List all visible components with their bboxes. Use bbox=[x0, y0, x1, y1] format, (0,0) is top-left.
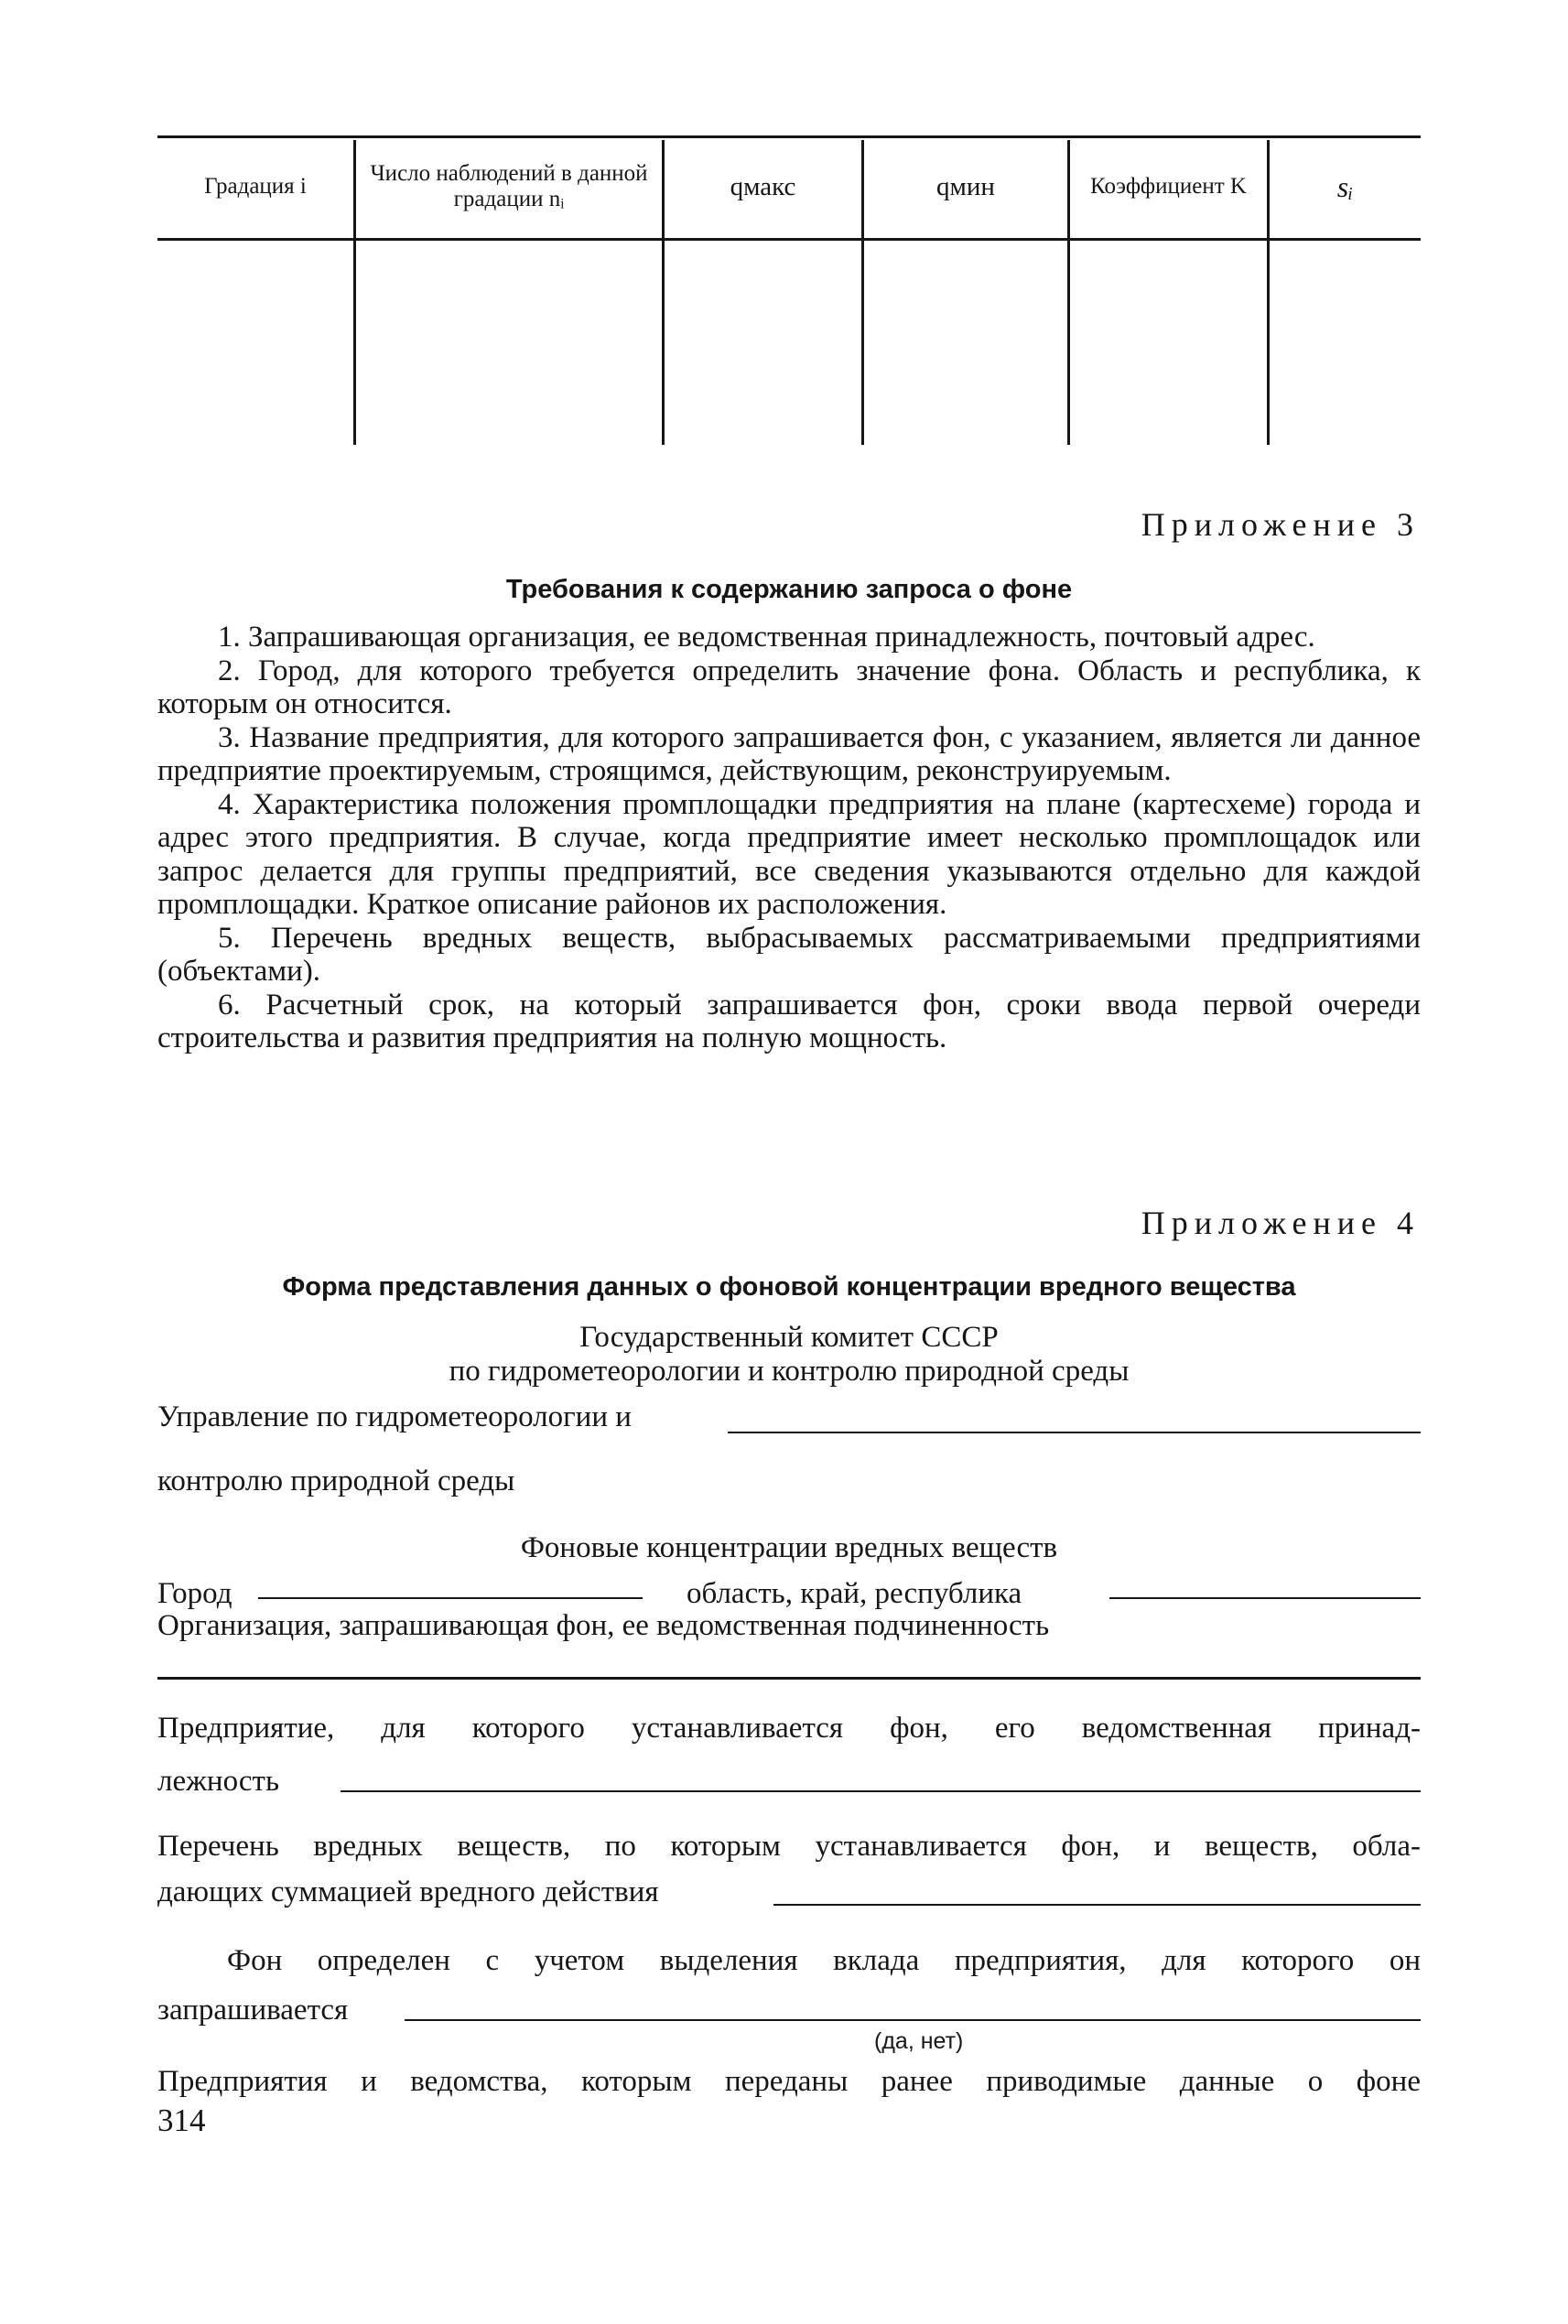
enterprise-label-1: Предприятие, для которого устанавливается фон, его ведомственная принад- bbox=[157, 1712, 1421, 1745]
enterprise-field-line[interactable] bbox=[341, 1790, 1421, 1792]
appendix3-list bbox=[157, 621, 1421, 1055]
enterprise-label-2: лежность bbox=[157, 1765, 280, 1798]
table-header-rule bbox=[157, 238, 1421, 241]
appendix4-title: Форма представления данных о фоновой концентрации вредного вещества bbox=[282, 1272, 1296, 1302]
table-header-qmax: qмакс bbox=[730, 172, 796, 201]
table-header-s: sᵢ bbox=[1336, 170, 1354, 203]
substances-label-1: Перечень вредных веществ, по которым устанавливается фон, и веществ, обла- bbox=[157, 1830, 1421, 1863]
list-item: 1. Запрашивающая организация, ее ведомственная принадлежность, почтовый адрес. bbox=[218, 621, 1315, 654]
transferred-label: Предприятия и ведомства, которым переданы ранее приводимые данные о фоне bbox=[157, 2065, 1421, 2098]
org-line-2: по гидрометеорологии и контролю природной среды bbox=[449, 1355, 1130, 1388]
organization-field-line[interactable] bbox=[157, 1677, 1421, 1680]
background-label-2: запрашивается bbox=[157, 1994, 349, 2027]
form-subtitle: Фоновые концентрации вредных веществ bbox=[520, 1531, 1058, 1564]
appendix4-label: Приложение 4 bbox=[1141, 1205, 1420, 1241]
substances-field-line[interactable] bbox=[773, 1904, 1421, 1906]
table-header-qmin: qмин bbox=[936, 172, 995, 201]
gradation-table bbox=[157, 135, 1421, 447]
background-label-1: Фон определен с учетом выделения вклада предприятия, для которого он bbox=[227, 1944, 1421, 1977]
page-number: 314 bbox=[157, 2102, 206, 2138]
appendix3-title: Требования к содержанию запроса о фоне bbox=[505, 575, 1073, 604]
substances-label-2: дающих суммацией вредного действия bbox=[157, 1875, 659, 1908]
city-field-line[interactable] bbox=[258, 1597, 643, 1599]
list-item: 4. Характеристика положения промплощадки предприятия на плане (картесхеме) города и адрес этого предприятия. В случае, когда предприятие имеет несколько промплощадок или запрос делается для группы предприятий, все сведения указываются отдельно для каждой промплощадки. Краткое описание районов их расположения. bbox=[157, 787, 1421, 921]
management-cont-label: контролю природной среды bbox=[157, 1465, 515, 1497]
list-item: 6. Расчетный срок, на который запрашивается фон, сроки ввода первой очереди строительства и развития предприятия на полную мощность. bbox=[157, 988, 1421, 1054]
yes-no-hint: (да, нет) bbox=[874, 2028, 964, 2054]
background-field-line[interactable] bbox=[405, 2019, 1421, 2021]
appendix3-label: Приложение 3 bbox=[1141, 506, 1420, 543]
org-line-1: Государственный комитет СССР bbox=[579, 1321, 999, 1354]
organization-label: Организация, запрашивающая фон, ее ведомственная подчиненность bbox=[157, 1609, 1050, 1642]
table-header-gradation: Градация i bbox=[204, 174, 307, 199]
list-item: 5. Перечень вредных веществ, выбрасываемых рассматриваемыми предприятиями (объектами). bbox=[157, 921, 1421, 988]
table-header-count: Число наблюдений в данной градации nᵢ bbox=[370, 161, 648, 211]
region-label: область, край, республика bbox=[687, 1577, 1022, 1610]
management-field-line[interactable] bbox=[728, 1432, 1421, 1433]
table-header-coefficient: Коэффициент K bbox=[1090, 174, 1247, 199]
city-label: Город bbox=[157, 1577, 232, 1610]
list-item: 2. Город, для которого требуется определить значение фона. Область и республика, к которым он относится. bbox=[157, 654, 1421, 720]
list-item: 3. Название предприятия, для которого запрашивается фон, с указанием, является ли данное предприятие проектируемым, строящимся, действующим, реконструируемым. bbox=[157, 720, 1421, 787]
region-field-line[interactable] bbox=[1109, 1597, 1421, 1599]
management-label: Управление по гидрометеорологии и bbox=[157, 1400, 632, 1433]
